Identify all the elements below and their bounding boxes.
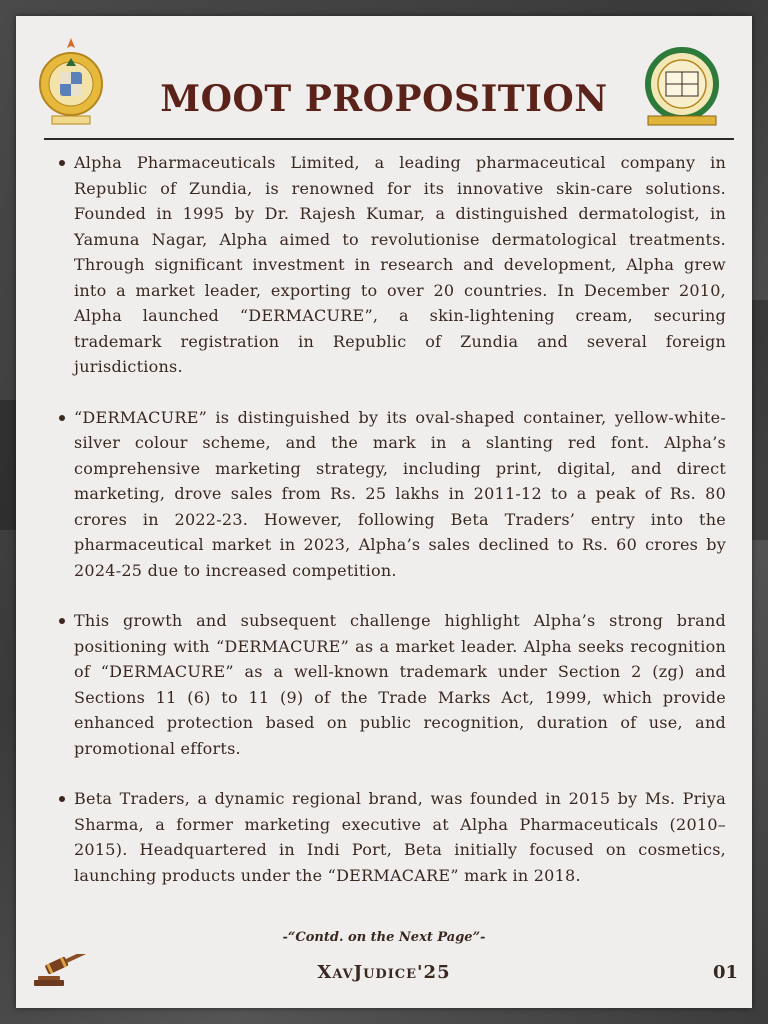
title-divider [44,138,734,140]
bullet-paragraph: Beta Traders, a dynamic regional brand, was founded in 2015 by Ms. Priya Sharma, a former marketing executive at Alpha Pharmaceuticals (2010–2015). Headquartered in Indi Port, Beta initially focused on cosmetics, launching products under the “DERMACARE” mark in 2018. [54,786,726,888]
background-shelf [0,400,16,530]
bullet-paragraph: Alpha Pharmaceuticals Limited, a leading pharmaceutical company in Republic of Zundia, is renowned for its innovative skin-care solutions. Founded in 1995 by Dr. Rajesh Kumar, a distinguished dermatologist, in Yamuna Nagar, Alpha aimed to revolutionise dermatological treatments. Through significant investment in research and development, Alpha grew into a market leader, exporting to over 20 countries. In December 2010, Alpha launched “DERMACURE”, a skin-lightening cream, securing trademark registration in Republic of Zundia and several foreign jurisdictions. [54,150,726,380]
proposition-body [54,150,726,913]
document-page [16,16,752,1008]
bullet-paragraph: “DERMACURE” is distinguished by its oval-shaped container, yellow-white-silver colour scheme, and the mark in a slanting red font. Alpha’s comprehensive marketing strategy, including print, digital, and direct marketing, drove sales from Rs. 25 lakhs in 2011-12 to a peak of Rs. 80 crores in 2022-23. However, following Beta Traders’ entry into the pharmaceutical market in 2023, Alpha’s sales declined to Rs. 60 crores by 2024-25 due to increased competition. [54,405,726,584]
background-shelf [752,300,768,540]
footer-brand: XavJudice'25 [317,962,451,983]
bullet-paragraph: This growth and subsequent challenge highlight Alpha’s strong brand positioning with “DERMACURE” as a market leader. Alpha seeks recognition of “DERMACURE” as a well-known trademark under Section 2 (zg) and Sections 11 (6) to 11 (9) of the Trade Marks Act, 1999, which provide enhanced protection based on public recognition, duration of use, and promotional efforts. [54,608,726,761]
page-title: MOOT PROPOSITION [160,78,608,120]
continued-note: -“Contd. on the Next Page”- [282,930,486,945]
page-number: 01 [712,962,738,983]
